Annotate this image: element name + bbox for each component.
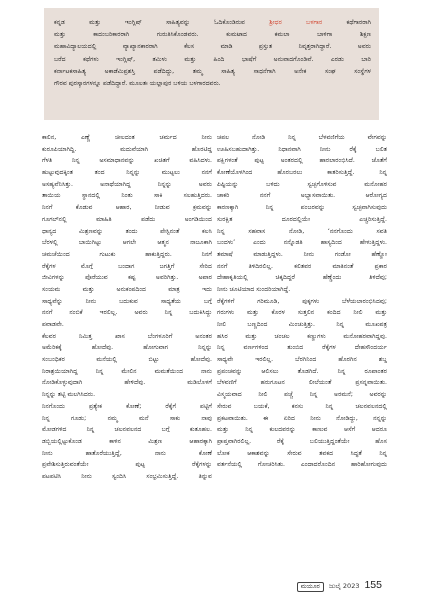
body-text-line: ನಿನ್ನನ್ನು ತಟ್ಟಿ ಮಲಗಿಸಿದರು. [42,391,96,399]
body-text-line: ನೋಡಿಕೊಳ್ಳುವುದಾಗಿ ಹೇಳಿದೆವು. ಮಡಿಲೊಳಗೆ [42,379,212,387]
body-text-line: ಚಮಚೆಯಿಂದ ಗುಟುಕು ಹಾಕುತ್ತಿದ್ದರು. ನಿನಗೆ [42,250,212,258]
body-text-line: ಜೀವಿಗಳನ್ನು ಪೊರೆಯುವ ಕಷ್ಟ ಅವರಿಗಿತ್ತು. ಅಪಾರ [42,274,212,282]
issue-date: ಜುಲೈ 2023 [328,582,360,590]
intro-line-tail: ಕಥೆಗಾರರಾಗಿ [346,19,371,26]
body-text-line: ಚಾಕರಿ ನನಗೆ ಅಭ್ಯಾಸವಾಯಿತು. ಆರೋಗ್ಯದ [217,192,387,200]
body-text-line: ಸಂಯಮ ಮತ್ತು ಅನುಕಂಪದಿಂದ ಮಾತ್ರ ಇದು [42,285,212,293]
body-text-line: ಬಂದಳು’ ಎಂದು ನನ್ನೊಡತಿ ಹಾಸ್ಯದಿಂದ ಹೇಳುತ್ತಿದ್ದಳು. [217,239,387,247]
body-text-line: ಪವಾಡವೇ. [42,321,64,328]
intro-line: ಬರೆದ ಕಥೆಗಳು ಇಂಗ್ಲಿಷ್, ತಮಿಳು ಮತ್ತು ಹಿಂದಿ ಭಾಷೆಗೆ ಅನುವಾದಗೊಂಡಿವೆ. ಎರಡು ಬಾರಿ [54,55,371,63]
body-text-line: ತಾಯಿಯ ಸ್ಥಾನದಲ್ಲಿ ನಿಂತು ಸಾಕಿ ಸಲಹುತ್ತಿದರು. [42,192,212,200]
author-name: ಶ್ರೀಧರ ಬಳಗಾರ [269,19,323,26]
intro-line: ಮತ್ತು ಕಾದಂಬರಿಕಾರರಾಗಿ ಗುರುತಿಸಿಕೊಂಡವರು. ಕುಮಟಾದ ಕಮಲಾ ಬಾಳಿಗಾ ಶಿಕ್ಷಣ [54,31,371,39]
magazine-logo: ಮಯೂರ [297,582,324,592]
page-number: 155 [364,579,382,591]
body-text-line: ಗರುಗಳು ಮತ್ತು ಕೊರಳ ಸುತ್ತಲಿನ ಕಂದಿದ ನೀಲಿ ಮತ್ತು [217,309,387,317]
body-text-line: ಪಿಷ್ಟಿಯನ್ನು ಬಳಿದು ಸ್ವಚ್ಛಗೊಳಿಸುವ ಮನೋಹರ [217,180,387,188]
intro-line: ಮಹಾವಿದ್ಯಾಲಯದಲ್ಲಿ ವ್ಯಾಖ್ಯಾನಕಾರರಾಗಿ ಕೆಲಸ ಮಾಡಿ ಪ್ರಸ್ತುತ ನಿವೃತ್ತರಾಗಿದ್ದಾರೆ. ಅವರು [54,43,371,51]
page-footer [297,579,382,592]
body-text-line: ಸಂಬಂಧಿಕರ ಮನೆಯಲ್ಲಿ ಬಿಟ್ಟು ಹೋದೆವು. [42,356,212,364]
intro-line: ಗೌರವ ಪುರಸ್ಕಾರಗಳನ್ನೂ ಪಡೆದಿದ್ದಾರೆ. ಮೂಲತಃ ಯಲ್ಲಾಪುರ ಬಳಿಯ ಬಳಗಾರದವರು. [54,80,221,88]
body-text-line: ಕೆಲವರ ನಿಮಿತ್ತ ಖಾಸ ಬೆಂಗಳೂರಿಗೆ ಅನಂತರ [42,332,212,340]
body-text-line: ಗೆಳತಿ ನಿನ್ನ ಅಸಮಾಧಾನವನ್ನು ಖಚಿತಗೆ ವಹಿಸಿದಳು. [42,157,212,165]
body-text-line: ಸುರಕ್ಷಿತ ದೂರದಲ್ಲಿಯೇ ಎಚ್ಚರಿಸುತ್ತಿದ್ದೆ. [217,215,387,223]
body-text-line: ಕುರೂಪಿಯಾಗಿದ್ದಿ. ಮದುವೆಯಾಗಿ ಹೊರಟಿದ್ದ [42,145,212,153]
body-text-line: ಚಪಲ ನೋಡಿ ನಿನ್ನ ಬೆಳವಣಿಗೆಯ ವೇಗವನ್ನು [217,134,387,141]
body-text-line: ಅಸಹ್ಯವೆನಿಸಿತ್ತು. ಅನಾಥೆಯಾಗಿದ್ದ ನಿನ್ನನ್ನು ಅವರು [42,180,212,188]
body-text-line: ತಮಾಷೆ ಮಾಡುತ್ತಿದ್ದಳು. ನೀನು ಗಂಡೋ ಹೆಣ್ಣೋ [217,250,387,258]
body-text-line: ಹುಟ್ಟುವುದಕ್ಕಿಂತ ತಂದ ನಿನ್ನನ್ನು ಮುಟ್ಟಲು ನನಗೆ [42,169,212,177]
body-text-line: ಸಾಧ್ಯವೇ ಇರಲಿಲ್ಲ. ಬೆರಗಿನಿಂದ ಹೊರಗಿನ ಶಬ್ದ [217,356,387,364]
body-text-line: ದೇಹಾಕೃತಿಯಲ್ಲಿ ಚಿಕ್ಕದಿದ್ದರೆ ಹೆಣ್ಣೆಂದು ತಿಳಿದೆವು; [217,274,387,282]
body-text-line: ಕಾರಣಕ್ಕಾಗಿ ನಿನ್ನ ಪಂಜರವನ್ನು ಸ್ವಚ್ಛವಾಗಿಸುವುದು [217,204,387,212]
body-text-line: ಸೇರುವ ಬಯಕೆ, ಕನಸು ನಿನ್ನ ಚಲನವಲನದಲ್ಲಿ [217,402,387,410]
body-text-line: ಊಹಿಸಬಹುದಾಗಿತ್ತು. ನಿಧಾನವಾಗಿ ನೀನು ರೆಕ್ಕೆ ಬಲಿತ [217,145,387,153]
body-text-line: ಮೋಡಗಳಿದ ನಿನ್ನ ಚಲನವಲನದ ಬಗ್ಗೆ ಕುತೂಹಲ. [42,426,212,434]
right-text-column [217,132,387,471]
body-text-line: ನಿನ್ನ ವರ್ಣಗಳಿಂದ ತುಂಬಿದ ರೆಕ್ಕೆಗಳ ದೇಹಸೌಂದರ್ಯ [217,344,387,352]
body-text-line: ನೀನು ಹಾತೊರೆಯುತ್ತಿದ್ದೆ, ನಾನು ಕೋಣೆ [42,449,212,457]
intro-line [54,17,371,29]
body-text-line: ಮತ್ತು ನಿನ್ನ ಕುಲದವರನ್ನು ಕಾಣುವ ಆಸೆಗೆ ಆದರೂ [217,426,387,434]
body-text-line: ಲೋಕ ಆಕಾಶವನ್ನು ಸೇರುವ ತವಕದ ಸಿದ್ಧತೆ ನಿನ್ನ [217,449,387,457]
body-text-line: ರೆಕ್ಕೆಗಳಿಗೆ ಗರಿಮೂಡಿ, ಪುಕ್ಕಗಳು ಬೆಳೆಯಲಾರಂಭಿಸಿದವು; [217,297,387,305]
body-text-line: ಕೋಣೆಯೊಳಗಿಂದ ಹೊರಬರಲು ಕಾತರಿಸುತ್ತಿದ್ದೆ. ನಿನ್ನ [217,169,387,177]
body-text-line: ನಿನ್ನ ಗೂಡು; ನಮ್ಮ ಮನೆ ಸಾಕು ನಾವು [42,414,212,422]
body-text-line: ಧಾನ್ಯದ ಮಿಶ್ರಣವನ್ನು ತಂದು ಪೇಸ್ಟಿನಂತೆ ಕಲಸಿ [42,227,212,235]
body-text-line: ನಿನಗೊಂದು ಪ್ರತ್ಯೇಕ ಕೋಣೆ; ರೆಕ್ಕೆಗೆ ಪಟ್ಟಿಗೆ [42,402,212,410]
body-text-line: ಗೂಗಲ್‌ನಲ್ಲಿ ಮಾಹಿತಿ ಪಡೆದು ಅಂಗಡಿಯಿಂದ [42,215,212,223]
body-text-line: ಸಾಧ್ಯವೆನ್ನು ನೀನು ಬದುಕುವ ಸಾಧ್ಯತೆಯ ಬಗ್ಗೆ [42,297,212,305]
body-text-line: ವಿಸ್ಮಯವಾದ ನೀಲಿ ಪಚ್ಚೆ ನಿನ್ನ ಅರಮನೆ; ಅವರನ್ನು [217,391,387,399]
body-text-line: ಪ್ರಾಪ್ತವಾಗಿರಲಿಲ್ಲ. ರೆಕ್ಕೆ ಬಲಿಯುತ್ತಿದ್ದಂತೆಯೇ ಹೊಸ [217,437,387,445]
body-text-line: ಪ್ರಕಟವಾಯಿತು. ಈ ಏರಿದ ನೀನು ನೋಡಿದ್ದು, ನನ್ನನ್ನು [217,414,387,422]
body-text-line: ನಿರಾಶ್ರಯಿಯಾಗಿದ್ದ ನಿನ್ನ ಮೇಲಿನ ಮಮತೆಯಿಂದ ನಾನು [42,367,212,375]
body-text-line: ನಿನಗೆ ಕೊಡುವ ಆಹಾರ, ನೀಡುವ ಕ್ರಮವನ್ನು [42,204,212,212]
body-text-line: ಬೆರಳಲ್ಲಿ ಬಾಯಿಗಿಟ್ಟು ಆಗಲೇ ಆತ್ಮನ ನಾಜೂಕಾಗಿ [42,239,212,247]
body-text-line: ಹಸಿರ ಮತ್ತು ಚಂಚಲ ಕಣ್ಣುಗಳು ಮನೋಹರವಾಗಿದ್ದವು. [217,332,387,340]
author-intro-box [44,8,379,120]
body-text-line: ಪಟಪಟಿಸಿ ನೀನು ಸ್ವಂದಿಸಿ ಸಂಭ್ರಮಿಸುತ್ತಿದ್ದೆ. ತಿನ್ನುವ [42,472,212,480]
intro-line-text: ಕನ್ನಡ ಮತ್ತು ಇಂಗ್ಲಿಷ್ ಸಾಹಿತ್ಯವನ್ನು ಓದಿಕೊಂಡಿರುವ [54,19,245,26]
body-text-line: ಡಬ್ಬಿಯಲ್ಲಿಟ್ಟುಕೊಂಡ ಕಾಳಿನ ಮಿಶ್ರಣ ಆಹಾರಕ್ಕಾಗಿ [42,437,212,445]
left-text-column [42,132,212,483]
body-text-line: ಪಕ್ಷಿಗಳಂತೆ ಪುಟ್ಟ ಅಂತರದಲ್ಲಿ ಹಾರಲಾರಂಭಿಸಿದೆ. ಜೊತೆಗೆ [217,157,387,165]
body-text-line: ಪ್ರಪಂಚವನ್ನು ಆಲಿಸಲು ತೊಡಗಿದೆ. ನಿನ್ನ ರೂಪಾಂತರ [217,367,387,375]
body-text-line: ನೀನು ಚೂಟಿಯಾದ ಸುಂದರಿಯಾಗಿದ್ದೆ. [217,285,291,293]
body-text-line: ರೆಕ್ಕೆಗಳ ಮೊಗ್ಗೆ ಬಂದಾಗ ಜಗತ್ತಿಗೆ ಸೇರಿದ [42,262,212,270]
body-text-line: ವರ್ತನೆಯಲ್ಲಿ ಗೋಚರಿಸಿತು. ಎಂದಾದರೊಂದಿನ ಹಾರಿಹೋಗುವುದು [217,461,387,469]
body-text-line: ನೀಲಿ ಬಣ್ಣದಿಂದ ಮಿಂಚುತ್ತಿತ್ತು. ನಿನ್ನ ಮೂಖಪತ್ರ [217,321,387,328]
body-text-line: ನನಗೆ ನಂಬಿಕೆ ಇರಲಿಲ್ಲ. ಅವರು ನಿನ್ನ ಬದುಕಿಸಿದ್ದು [42,309,212,317]
body-text-line: ಬೆಳವಣಿಗೆ ಹರುಗೂಟನ ಲೀಲೆಯಂತೆ ಪ್ರಸನ್ನವಾಯಿತು. [217,379,387,387]
body-text-line: ಅಮೆರಿಕಕ್ಕೆ ಹೋದೆವು. ಹೋಗುವಾಗ ನಿನ್ನನ್ನು [42,344,212,352]
body-text-line: ಕಾಲಿನ, ಎಣ್ಣೆ ಚೀಲದಂತ ಚರ್ಮದ ನೀನು [42,134,212,141]
body-text-line: ನನಗೆ ತಿಳಿದಿರಲಿಲ್ಲ. ಕಲಿತವರ ಮಾತಿನಂತೆ ಪ್ರಕಾರ [217,262,387,270]
body-text-line: ಪ್ರವೇಶಿಸುತ್ತಿರುವಂತೆಯೇ ಪುಟ್ಟ ರೆಕ್ಕೆಗಳನ್ನು [42,461,212,469]
intro-line: ಕರ್ನಾಟಕಸಾಹಿತ್ಯ ಅಕಾಡೆಮಿಪ್ರಶಸ್ತಿ ಪಡೆದಿದ್ದು, ತಮ್ಮ ಸಾಹಿತ್ಯ ಸಾಧನೆಗಾಗಿ ಅನೇಕ ಸಂಘ ಸಂಸ್ಥೆಗಳ [54,67,371,75]
body-text-line: ನಿನ್ನ ಸಹವಾಸ ನೋಡಿ, ‘ನನಗೊಂದು ಸವತಿ [217,227,387,235]
